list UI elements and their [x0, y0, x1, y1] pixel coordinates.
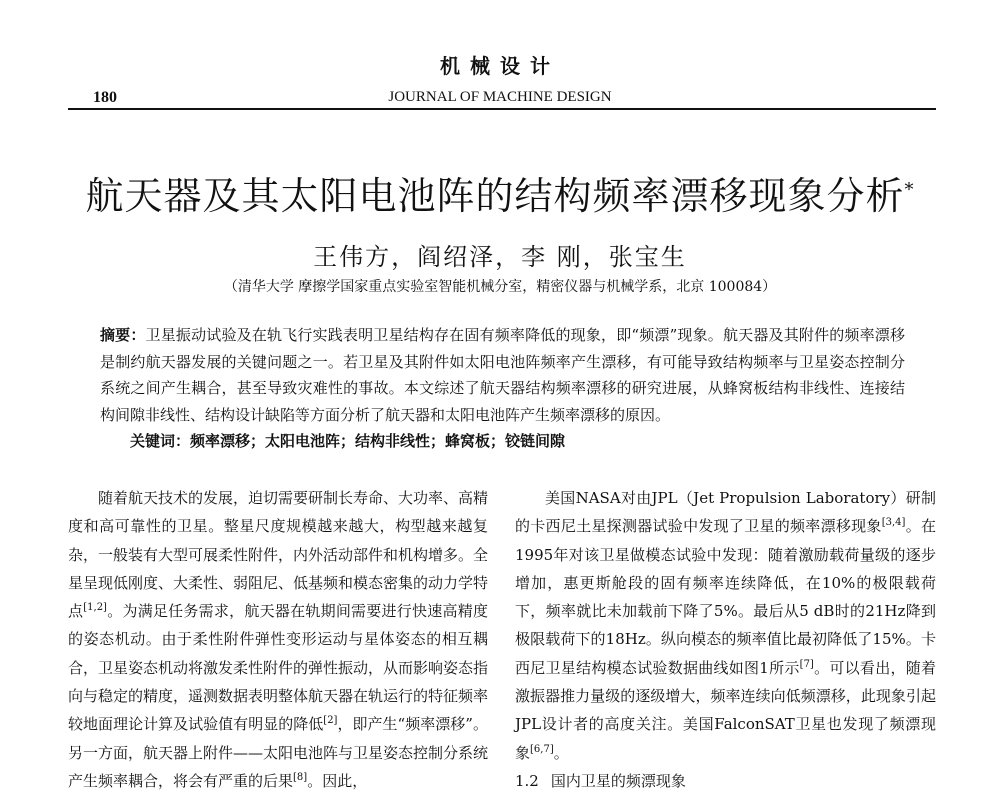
keywords-text: 频率漂移；太阳电池阵；结构非线性；蜂窝板；铰链间隙 [190, 432, 566, 450]
text-run: ，即产生“频率漂移”。另一方面，航天器上附件——太阳电池阵与卫星姿态控制分系统产生频率耦合，将会有严重的后果 [68, 715, 489, 790]
text-run: 。在1995年对该卫星做模态试验中发现：随着激励载荷量级的逐步增加，惠更斯舱段的固有频率连续降低，在10%的极限载荷下，频率就比未加载前下降了5%。最后从5 dB时的21Hz降到极限载荷下的18Hz。纵向模态的频率值比最初降低了15%。卡西尼卫星结构模态试验数据曲线如图1所示 [515, 517, 936, 677]
citation: [7] [799, 658, 814, 670]
body-column-left [68, 484, 488, 795]
text-run: 。 [553, 743, 569, 762]
journal-name-english: JOURNAL OF MACHINE DESIGN [388, 89, 612, 105]
citation: [2] [323, 715, 338, 727]
subsection-title: 国内卫星的频漂现象 [550, 771, 686, 790]
text-run: 美国NASA对由JPL（Jet Propulsion Laboratory）研制的卡西尼土星探测器试验中发现了卫星的频率漂移现象 [515, 489, 936, 536]
text-run: 。因此， [307, 771, 368, 790]
header-rule [68, 108, 936, 110]
body-column-right [515, 484, 936, 795]
page-number: 180 [93, 89, 117, 106]
text-run: 随着航天技术的发展，迫切需要研制长寿命、大功率、高精度和高可靠性的卫星。整星尺度规模越来越大，构型越来越复杂，一般装有大型可展柔性附件，内外活动部件和机构增多。全星呈现低刚度、大柔性、弱阻尼、低基频和模态密集的动力学特点 [68, 489, 489, 621]
abstract-text: 卫星振动试验及在轨飞行实践表明卫星结构存在固有频率降低的现象，即“频漂”现象。航天器及其附件的频率漂移是制约航天器发展的关键问题之一。若卫星及其附件如太阳电池阵频率产生漂移，有可能导致结构频率与卫星姿态控制分系统之间产生耦合，甚至导致灾难性的事故。本文综述了航天器结构频率漂移的研究进展，从蜂窝板结构非线性、连接结构间隙非线性、结构设计缺陷等方面分析了航天器和太阳电池阵产生频率漂移的原因。 [100, 326, 905, 424]
keywords-label: 关键词： [130, 432, 191, 450]
abstract [100, 322, 905, 428]
author-affiliation: （清华大学 摩擦学国家重点实验室智能机械分室，精密仪器与机械学系，北京 100084） [223, 279, 777, 295]
body-paragraph [68, 484, 488, 795]
title-footnote-mark: * [904, 179, 915, 201]
citation: [6,7] [530, 743, 554, 755]
subsection-heading [515, 767, 936, 795]
author-list: 王伟方，阎绍泽，李 刚，张宝生 [313, 243, 687, 271]
body-paragraph [515, 484, 936, 767]
abstract-label: 摘要： [100, 326, 146, 344]
subsection-number: 1.2 [515, 771, 539, 790]
text-run: 。可以看出，随着激振器推力量级的逐级增大，频率连续向低频漂移，此现象引起JPL设计者的高度关注。美国FalconSAT卫星也发现了频漂现象 [515, 658, 936, 762]
citation: [1,2] [83, 602, 107, 614]
keywords [130, 428, 905, 454]
text-run: 。为满足任务需求，航天器在轨期间需要进行快速高精度的姿态机动。由于柔性附件弹性变形运动与星体姿态的相互耦合，卫星姿态机动将激发柔性附件的弹性振动，从而影响姿态指向与稳定的精度，遥测数据表明整体航天器在轨运行的特征频率较地面理论计算及试验值有明显的降低 [68, 602, 489, 734]
citation: [3,4] [881, 517, 906, 529]
article-title-text: 航天器及其太阳电池阵的结构频率漂移现象分析 [85, 174, 905, 218]
citation: [8] [293, 771, 308, 783]
article-title [0, 165, 1000, 220]
journal-name-chinese: 机械设计 [440, 54, 560, 78]
